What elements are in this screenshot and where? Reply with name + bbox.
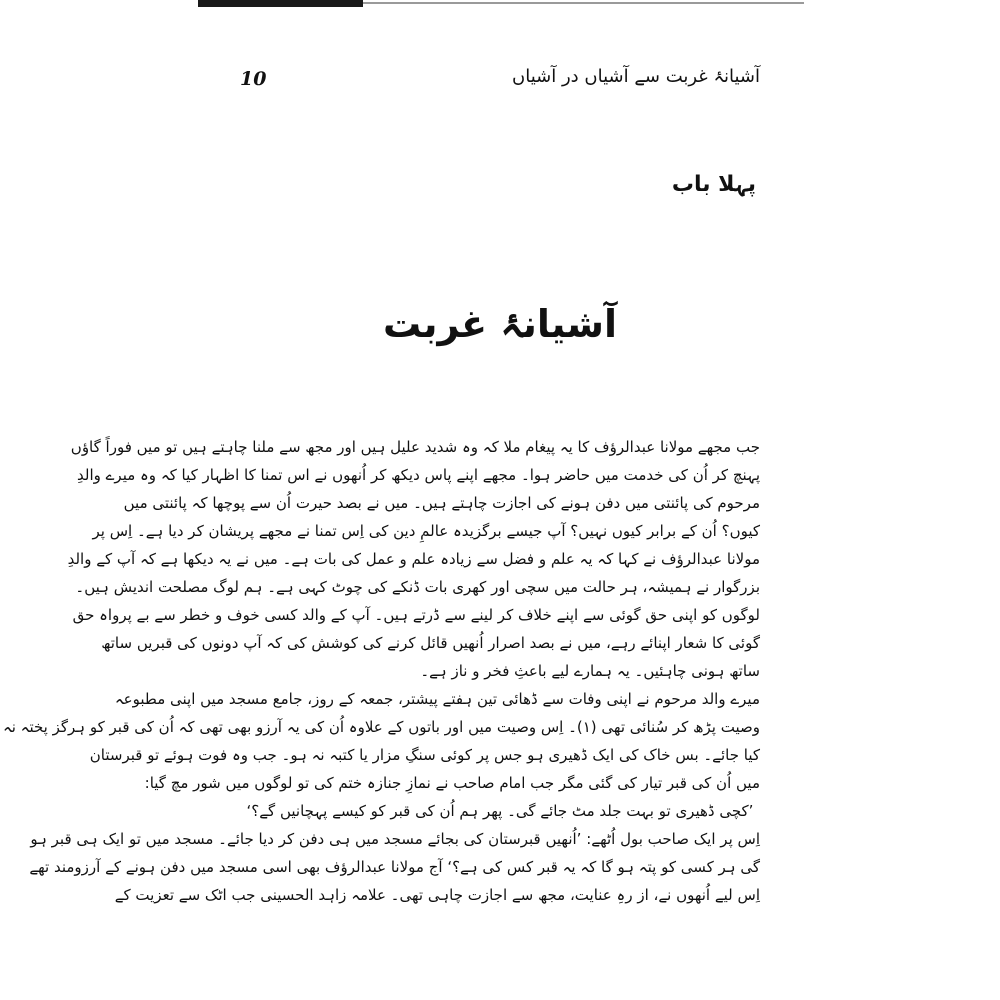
body-line: وصیت پڑھ کر سُنائی تھی (۱)۔ اِس وصیت میں اور باتوں کے علاوہ اُن کی یہ آرزو بھی تھی کہ اُن کی قبر کو ہرگز پختہ نہ [2,718,760,736]
body-line: میرے والد مرحوم نے اپنی وفات سے ڈھائی تین ہفتے پیشتر، جمعہ کے روز، جامع مسجد میں اپنی مطبوعہ [114,690,760,708]
body-line: پہنچ کر اُن کی خدمت میں حاضر ہوا۔ مجھے اپنے پاس دیکھ کر اُنھوں نے اس تمنا کا اظہار کیا کہ وہ میرے والدِ [77,466,760,484]
body-line: ساتھ ہونی چاہئیں۔ یہ ہمارے لیے باعثِ فخر و ناز ہے۔ [420,662,760,680]
chapter-title: آشیانۂ غربت [382,302,618,346]
top-edge-bar [198,0,363,7]
body-line: کیا جائے۔ بس خاک کی ایک ڈھیری ہو جس پر کوئی سنگِ مزار یا کتبہ نہ ہو۔ جب وہ فوت ہوئے تو قبرستان [89,746,760,764]
body-text [2,433,760,909]
running-header [240,66,760,96]
body-line: اِس لیے اُنھوں نے، از رہِ عنایت، مجھ سے اجازت چاہی تھی۔ علامہ زاہد الحسینی جب اٹک سے تعزیت کے [114,886,760,904]
body-line: لوگوں کو اپنی حق گوئی سے اپنے خلاف کر لینے سے ڈرتے ہیں۔ آپ کے والد کسی خوف و خطر سے بے پرواہ حق [72,606,760,624]
page-number: 10 [240,68,267,90]
chapter-label: پہلا باب [671,172,756,197]
body-line: میں اُن کی قبر تیار کی گئی مگر جب امام صاحب نے نمازِ جنازہ ختم کی تو لوگوں میں شور مچ گیا: [144,774,760,792]
top-edge-rule [198,0,804,8]
body-line: مولانا عبدالرؤف نے کہا کہ یہ علم و فضل سے زیادہ علم و عمل کی بات ہے۔ میں نے یہ دیکھا ہے کہ آپ کے والدِ [67,550,760,568]
body-line: اِس پر ایک صاحب بول اُٹھے: ’اُنھیں قبرستان کی بجائے مسجد میں ہی دفن کر دیا جائے۔ مسجد میں تو ایک ہی قبر ہو [30,830,760,848]
quoted-line: ’کچی ڈھیری تو بہت جلد مٹ جائے گی۔ پھر ہم اُن کی قبر کو کیسے پہچانیں گے؟‘ [246,802,754,820]
body-line: بزرگوار نے ہمیشہ، ہر حالت میں سچی اور کھری بات ڈنکے کی چوٹ کہی ہے۔ ہم لوگ مصلحت اندیش ہیں۔ [75,578,760,596]
body-line: مرحوم کی پائنتی میں دفن ہونے کی اجازت چاہتے ہیں۔ میں نے بصد حیرت اُن سے پوچھا کہ پائنتی میں [123,494,760,512]
body-line: جب مجھے مولانا عبدالرؤف کا یہ پیغام ملا کہ وہ شدید علیل ہیں اور مجھ سے ملنا چاہتے ہیں تو میں فوراً گاؤں [70,438,760,456]
body-line: گی ہر کسی کو پتہ ہو گا کہ یہ قبر کس کی ہے؟‘ آج مولانا عبدالرؤف بھی اسی مسجد میں دفن ہونے کے آرزومند تھے [29,858,760,876]
body-line: کیوں؟ اُن کے برابر کیوں نہیں؟ آپ جیسے برگزیدہ عالمِ دین کی اِس تمنا نے مجھے پریشان کر دیا ہے۔ اِس پر [92,522,760,540]
top-edge-line [363,2,804,4]
running-book-title: آشیانۂ غربت سے آشیاں در آشیاں [512,66,760,87]
body-line: گوئی کا شعار اپنائے رہے، میں نے بصد اصرار اُنھیں قائل کرنے کی کوشش کی کہ آپ دونوں کی قبریں ساتھ [101,634,760,652]
